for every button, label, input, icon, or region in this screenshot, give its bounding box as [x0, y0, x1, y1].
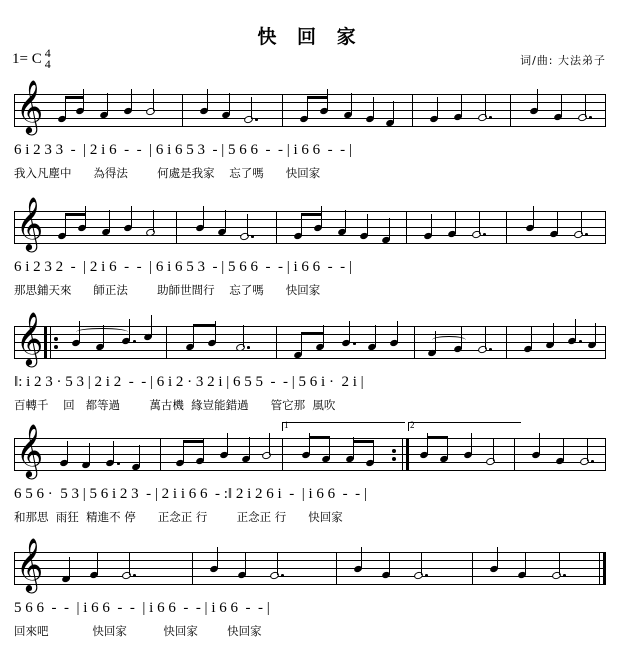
treble-clef-icon: 𝄞: [16, 79, 44, 133]
lyrics-line-1: 我入凡塵中 為得法 何處是我家 忘了嗎 快回家: [14, 166, 321, 180]
volta-number-1: 1: [284, 420, 289, 430]
treble-clef-icon: 𝄞: [16, 311, 44, 365]
time-signature: [45, 48, 51, 71]
staff-system-2: [14, 196, 606, 251]
jianpu-line-2: 6 i 2 3 2 - | 2 i 6 - - | 6 i 6 5 3 - | 5 6 6 - - | i 6 6 - - |: [14, 259, 352, 275]
staff-system-3: [14, 311, 606, 366]
repeat-dot: [392, 457, 396, 461]
staff-system-1: [14, 79, 606, 134]
repeat-dot: [54, 337, 58, 341]
staff-lines-1: [14, 79, 606, 134]
staff-lines-3: [14, 311, 606, 366]
jianpu-line-1: 6 i 2 3 3 - | 2 i 6 - - | 6 i 6 5 3 - | 5 6 6 - - | i 6 6 - - |: [14, 142, 352, 158]
staff-lines-2: [14, 196, 606, 251]
staff-lines-4: [14, 423, 606, 478]
composer-credit: 词/曲: 大法弟子: [520, 54, 606, 67]
staff-system-4: [14, 420, 606, 478]
lyrics-line-4: 和那思 雨狂 精進不 停 正念正 行 正念正 行 快回家: [14, 510, 343, 524]
volta-number-2: 2: [410, 420, 415, 430]
staff-lines-5: [14, 537, 606, 592]
time-signature-denominator: 4: [44, 57, 51, 72]
page-title: 快 回 家: [257, 26, 363, 48]
lyrics-line-5: 回來吧 快回家 快回家 快回家: [14, 624, 262, 638]
repeat-dot: [392, 449, 396, 453]
lyrics-line-2: 那思鋪天來 師正法 助師世間行 忘了嗎 快回家: [14, 283, 321, 297]
key-signature: [12, 48, 51, 71]
jianpu-line-5: 5 6 6 - - | i 6 6 - - | i 6 6 - - | i 6 6 - - |: [14, 600, 270, 616]
jianpu-line-4: 6 5 6 · 5 3 | 5 6 i 2 3 - | 2 i i 6 6 - :‖ 2 i 2 6 i - | i 6 6 - - |: [14, 486, 367, 502]
time-signature-numerator: 4: [44, 46, 51, 60]
treble-clef-icon: 𝄞: [16, 537, 44, 591]
jianpu-line-3: ‖: i 2 3 · 5 3 | 2 i 2 - - | 6 i 2 · 3 2 i | 6 5 5 - - | 5 6 i · 2 i |: [14, 374, 364, 390]
key-signature-label: 1= C: [12, 50, 42, 67]
treble-clef-icon: 𝄞: [16, 423, 44, 477]
lyrics-line-3: 百轉千 回 都等過 萬古機 緣豈能錯過 管它那 風吹: [14, 398, 336, 412]
staff-system-5: [14, 537, 606, 592]
repeat-dot: [54, 345, 58, 349]
treble-clef-icon: 𝄞: [16, 196, 44, 250]
